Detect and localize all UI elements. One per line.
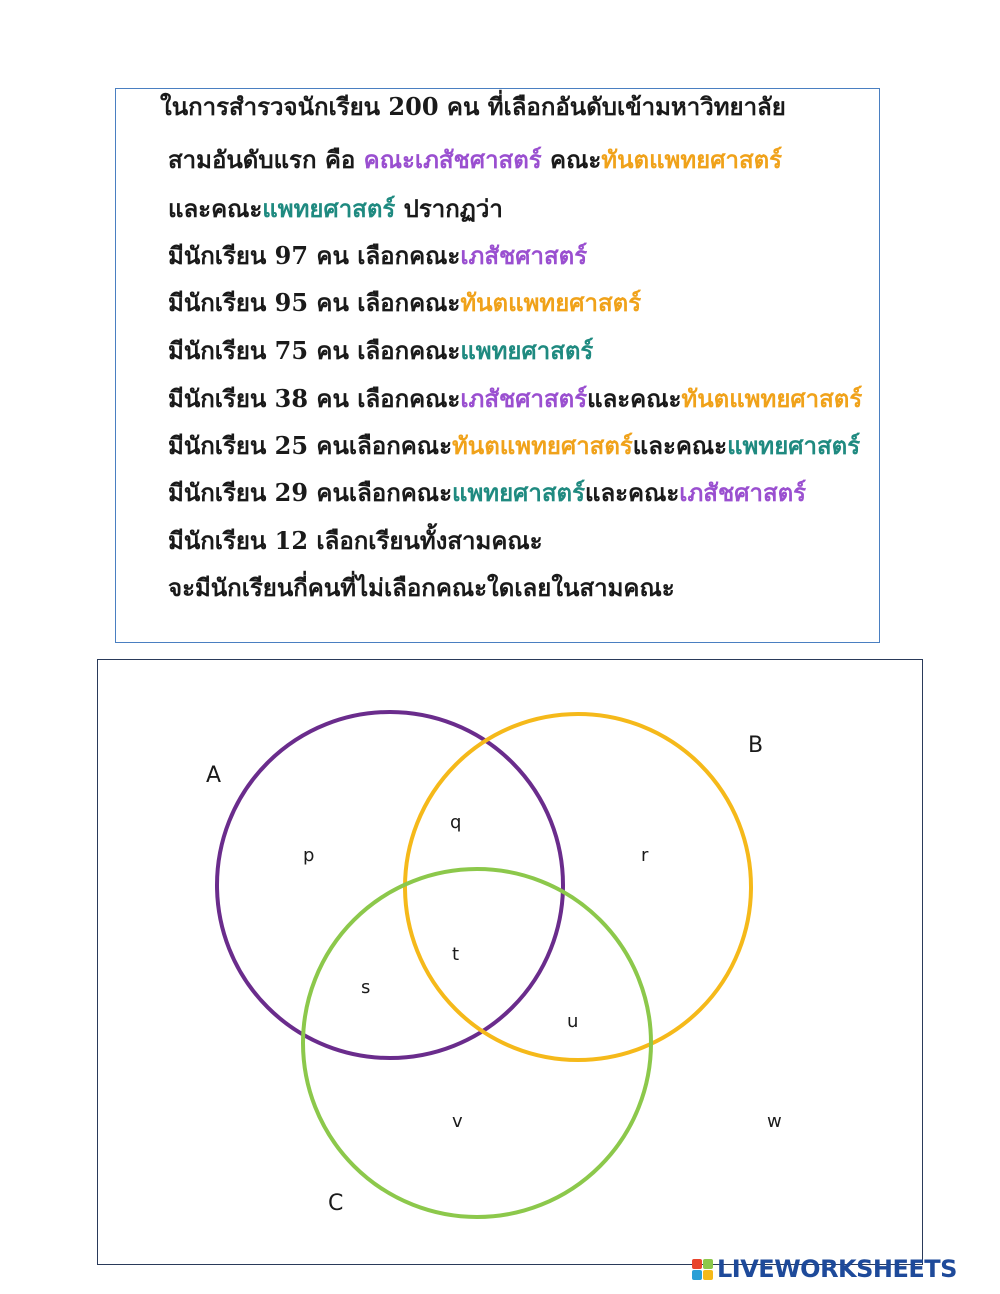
liveworksheets-logo-icon: [692, 1259, 713, 1280]
region-label-s: s: [361, 977, 371, 998]
problem-text-segment: ทันตแพทยศาสตร์: [681, 384, 863, 413]
venn-circle-b: [405, 714, 751, 1060]
problem-text-segment: เภสัชศาสตร์: [460, 384, 588, 413]
problem-text-segment: แพทยศาสตร์: [451, 478, 585, 507]
set-label-a: A: [206, 763, 222, 788]
region-label-p: p: [303, 845, 315, 866]
problem-text-segment: มีนักเรียน 38 คน เลือกคณะ: [168, 384, 461, 413]
venn-circle-a: [217, 712, 563, 1058]
venn-circle-c: [303, 869, 651, 1217]
problem-text-segment: สามอันดับแรก คือ: [168, 145, 364, 174]
problem-text-segment: แพทยศาสตร์: [262, 194, 396, 223]
region-label-r: r: [641, 845, 649, 866]
problem-text-segment: แพทยศาสตร์: [727, 431, 861, 460]
problem-line: [168, 477, 806, 509]
problem-text-segment: มีนักเรียน 25 คนเลือกคณะ: [168, 431, 452, 460]
problem-text-segment: มีนักเรียน 12 เลือกเรียนทั้งสามคณะ: [168, 526, 543, 555]
problem-line: [168, 240, 587, 272]
problem-text-segment: และคณะ: [168, 194, 263, 223]
set-label-b: B: [748, 733, 764, 758]
region-label-t: t: [452, 944, 460, 965]
region-label-v: v: [452, 1111, 463, 1132]
problem-line: [168, 572, 675, 604]
problem-line: [168, 525, 543, 557]
problem-text-segment: คณะ: [541, 145, 602, 174]
problem-text-segment: มีนักเรียน 97 คน เลือกคณะ: [168, 241, 461, 270]
problem-line: [168, 430, 860, 462]
problem-line: [168, 335, 593, 367]
problem-text-segment: ทันตแพทยศาสตร์: [451, 431, 633, 460]
problem-text-segment: เภสัชศาสตร์: [679, 478, 807, 507]
problem-line: [168, 144, 782, 176]
problem-box: [115, 88, 880, 643]
problem-text-segment: มีนักเรียน 95 คน เลือกคณะ: [168, 288, 461, 317]
problem-text-segment: ปรากฏว่า: [395, 194, 503, 223]
set-label-c: C: [328, 1191, 344, 1216]
venn-diagram-box: [97, 659, 923, 1265]
problem-line: [168, 193, 503, 225]
problem-text-segment: และคณะ: [632, 431, 728, 460]
problem-line: [160, 91, 786, 123]
problem-line: [168, 383, 862, 415]
region-label-w: w: [767, 1111, 782, 1132]
problem-text-segment: มีนักเรียน 75 คน เลือกคณะ: [168, 336, 461, 365]
region-label-u: u: [567, 1011, 579, 1032]
problem-text-segment: จะมีนักเรียนกี่คนที่ไม่เลือกคณะใดเลยในสามคณะ: [168, 573, 675, 602]
problem-text-segment: ทันตแพทยศาสตร์: [601, 145, 783, 174]
problem-text-segment: แพทยศาสตร์: [460, 336, 594, 365]
liveworksheets-brand: [692, 1253, 957, 1285]
problem-text-segment: และคณะ: [584, 478, 680, 507]
problem-text-segment: และคณะ: [587, 384, 682, 413]
venn-diagram: [98, 660, 924, 1266]
problem-line: [168, 287, 641, 319]
problem-text-segment: ในการสำรวจนักเรียน 200 คน ที่เลือกอันดับเข้ามหาวิทยาลัย: [160, 92, 786, 121]
brand-name: LIVEWORKSHEETS: [717, 1255, 957, 1283]
problem-text-segment: เภสัชศาสตร์: [460, 241, 588, 270]
problem-text-segment: คณะเภสัชศาสตร์: [363, 145, 542, 174]
problem-text-segment: ทันตแพทยศาสตร์: [460, 288, 642, 317]
region-label-q: q: [450, 812, 462, 833]
problem-text-segment: มีนักเรียน 29 คนเลือกคณะ: [168, 478, 452, 507]
